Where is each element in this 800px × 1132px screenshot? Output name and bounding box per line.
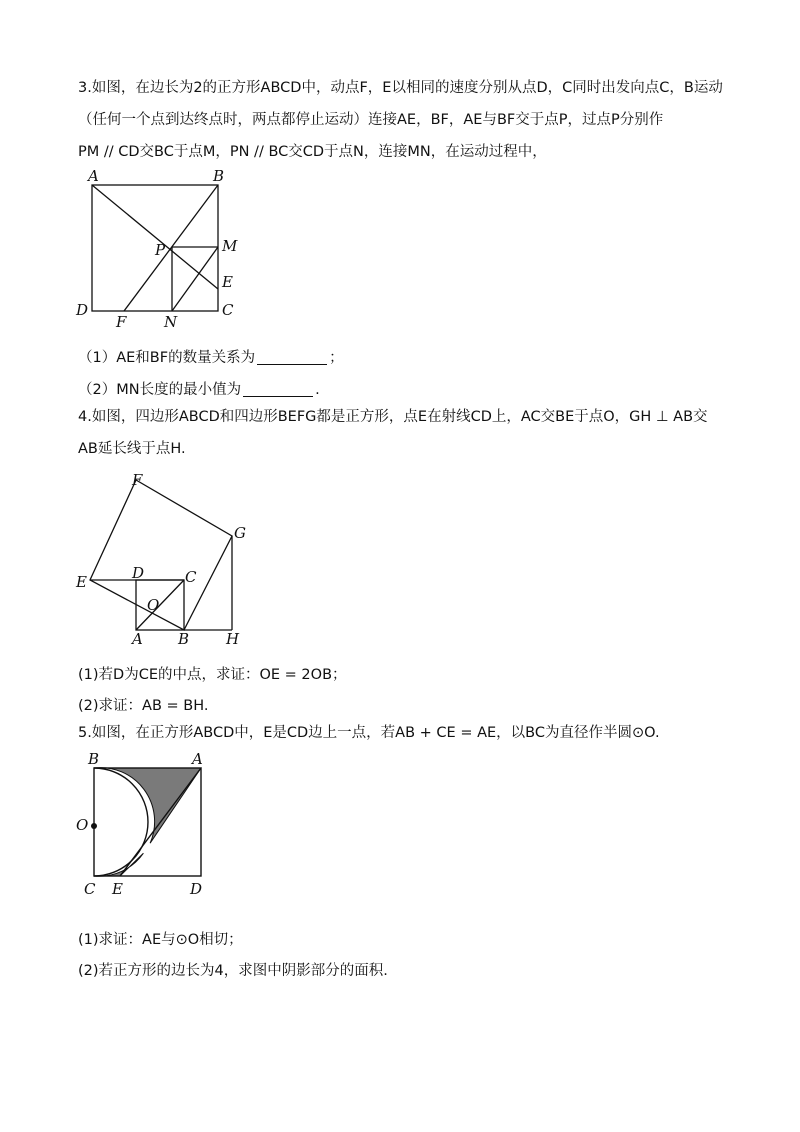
p3-label-N: N: [164, 313, 178, 331]
p5-label-A: A: [192, 750, 203, 768]
p5-label-B: B: [88, 750, 100, 768]
p3-q2-text: （2）MN长度的最小值为: [78, 382, 242, 398]
p3-label-A: A: [88, 167, 99, 185]
p3-q1-blank: [257, 350, 327, 365]
p3-label-D: D: [76, 301, 89, 319]
p3-label-B: B: [213, 167, 225, 185]
p3-line3: PM // CD交BC于点M，PN // BC交CD于点N，连接MN，在运动过程中，: [78, 144, 547, 160]
p4-question2: (2)求证：AB = BH.: [78, 698, 209, 714]
p3-line2: （任何一个点到达终点时，两点都停止运动）连接AE，BF，AE与BF交于点P，过点P分别作: [78, 112, 664, 128]
p3-q1-text: （1）AE和BF的数量关系为: [78, 350, 256, 366]
p4-line1: 4.如图，四边形ABCD和四边形BEFG都是正方形，点E在射线CD上，AC交BE于点O，GH ⊥ AB交: [78, 409, 708, 425]
p3-label-M: M: [222, 237, 238, 255]
p4-line2: AB延长线于点H.: [78, 441, 186, 457]
p5-label-E: E: [112, 880, 123, 898]
p3-q1-end: ；: [329, 350, 344, 366]
p5-label-C: C: [84, 880, 96, 898]
p3-q2-blank: [243, 382, 313, 397]
p4-question1: (1)若D为CE的中点，求证：OE = 2OB；: [78, 667, 347, 683]
p4-label-B: B: [178, 630, 190, 648]
p4-label-C: C: [185, 568, 197, 586]
p3-label-C: C: [222, 301, 234, 319]
p4-label-O: O: [147, 596, 160, 614]
p4-figure: [70, 470, 260, 650]
p3-label-E: E: [222, 273, 233, 291]
p4-label-G: G: [234, 524, 246, 542]
p3-label-P: P: [155, 241, 166, 259]
p3-line1: 3.如图，在边长为2的正方形ABCD中，动点F，E以相同的速度分别从点D，C同时出发向点C，B运动: [78, 80, 723, 96]
p3-figure: [70, 165, 250, 335]
p5-label-O: O: [76, 816, 89, 834]
p5-question2: (2)若正方形的边长为4，求图中阴影部分的面积.: [78, 963, 388, 979]
p3-question1: [78, 348, 344, 368]
p4-label-E: E: [76, 573, 87, 591]
p4-label-F: F: [132, 471, 143, 489]
p3-q2-end: .: [315, 382, 320, 398]
p4-label-A: A: [132, 630, 143, 648]
p4-label-H: H: [226, 630, 240, 648]
p5-label-D: D: [190, 880, 203, 898]
p5-line1: 5.如图，在正方形ABCD中，E是CD边上一点，若AB + CE = AE，以BC为直径作半圆⊙O.: [78, 725, 660, 741]
p5-center-point: [91, 823, 97, 829]
p5-question1: (1)求证：AE与⊙O相切；: [78, 932, 243, 948]
p5-figure: [70, 750, 240, 910]
p3-label-F: F: [116, 313, 127, 331]
p4-label-D: D: [132, 564, 145, 582]
p3-question2: [78, 380, 320, 400]
